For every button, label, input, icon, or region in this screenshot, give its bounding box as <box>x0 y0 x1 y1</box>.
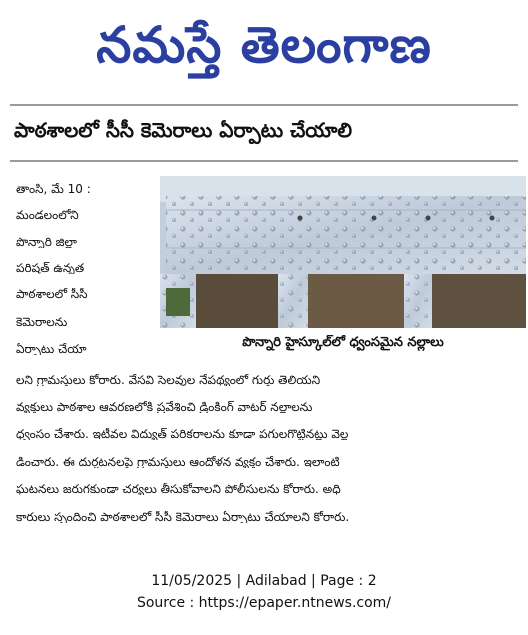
masthead <box>0 0 528 90</box>
footer-date-edition: 11/05/2025 | Adilabad | Page : 2 <box>151 573 377 589</box>
body-line: డించారు. ఈ దుర్ఘటనలపై గ్రామస్తులు ఆందోళన వ్యక్తం చేశారు. ఇలాంటి <box>16 456 340 468</box>
body-line: పరిషత్ ఉన్నత <box>16 262 85 274</box>
body-line: ధ్వంసం చేశారు. ఇటీవల విద్యుత్ పరికరాలను కూడా పగులగొట్టినట్లు వెల్ల <box>16 428 349 440</box>
divider-top <box>10 104 518 106</box>
body-line: ఘటనలు జరుగకుండా చర్యలు తీసుకోవాలని పోలీసులను కోరారు. అధి <box>16 483 341 495</box>
body-line: తాంసి, మే 10 : <box>16 183 91 195</box>
broken-taps-photo <box>160 176 526 328</box>
photo-caption: పొన్నారి హైస్కూల్‌లో ధ్వంసమైన నల్లాలు <box>242 335 444 350</box>
body-line: లని గ్రామస్తులు కోరారు. వేసవి సెలవుల నేపథ్యంలో గుర్తు తెలియని <box>16 374 321 386</box>
body-line: కెమెరాలను <box>16 316 68 328</box>
article-photo <box>160 176 526 328</box>
newspaper-title: నమస్తే తెలంగాణ <box>96 16 432 74</box>
body-line: పాఠశాలలో సీసీ <box>16 288 88 300</box>
body-line: వ్యక్తులు పాఠశాల ఆవరణలోకి ప్రవేశించి డ్రింకింగ్ వాటర్ నల్లాలను <box>16 401 313 413</box>
article-headline: పాఠశాలలో సీసీ కెమెరాలు ఏర్పాటు చేయాలి <box>14 118 353 142</box>
body-line: మండలంలోని <box>16 209 79 221</box>
divider-headline <box>10 160 518 162</box>
body-line: ఏర్పాటు చేయా <box>16 343 87 355</box>
body-line: కారులు స్పందించి పాఠశాలలో సీసీ కెమెరాలు ఏర్పాటు చేయాలని కోరారు. <box>16 511 350 523</box>
body-line: పొన్నారి జిల్లా <box>16 236 77 248</box>
footer-source: Source : https://epaper.ntnews.com/ <box>136 595 392 611</box>
